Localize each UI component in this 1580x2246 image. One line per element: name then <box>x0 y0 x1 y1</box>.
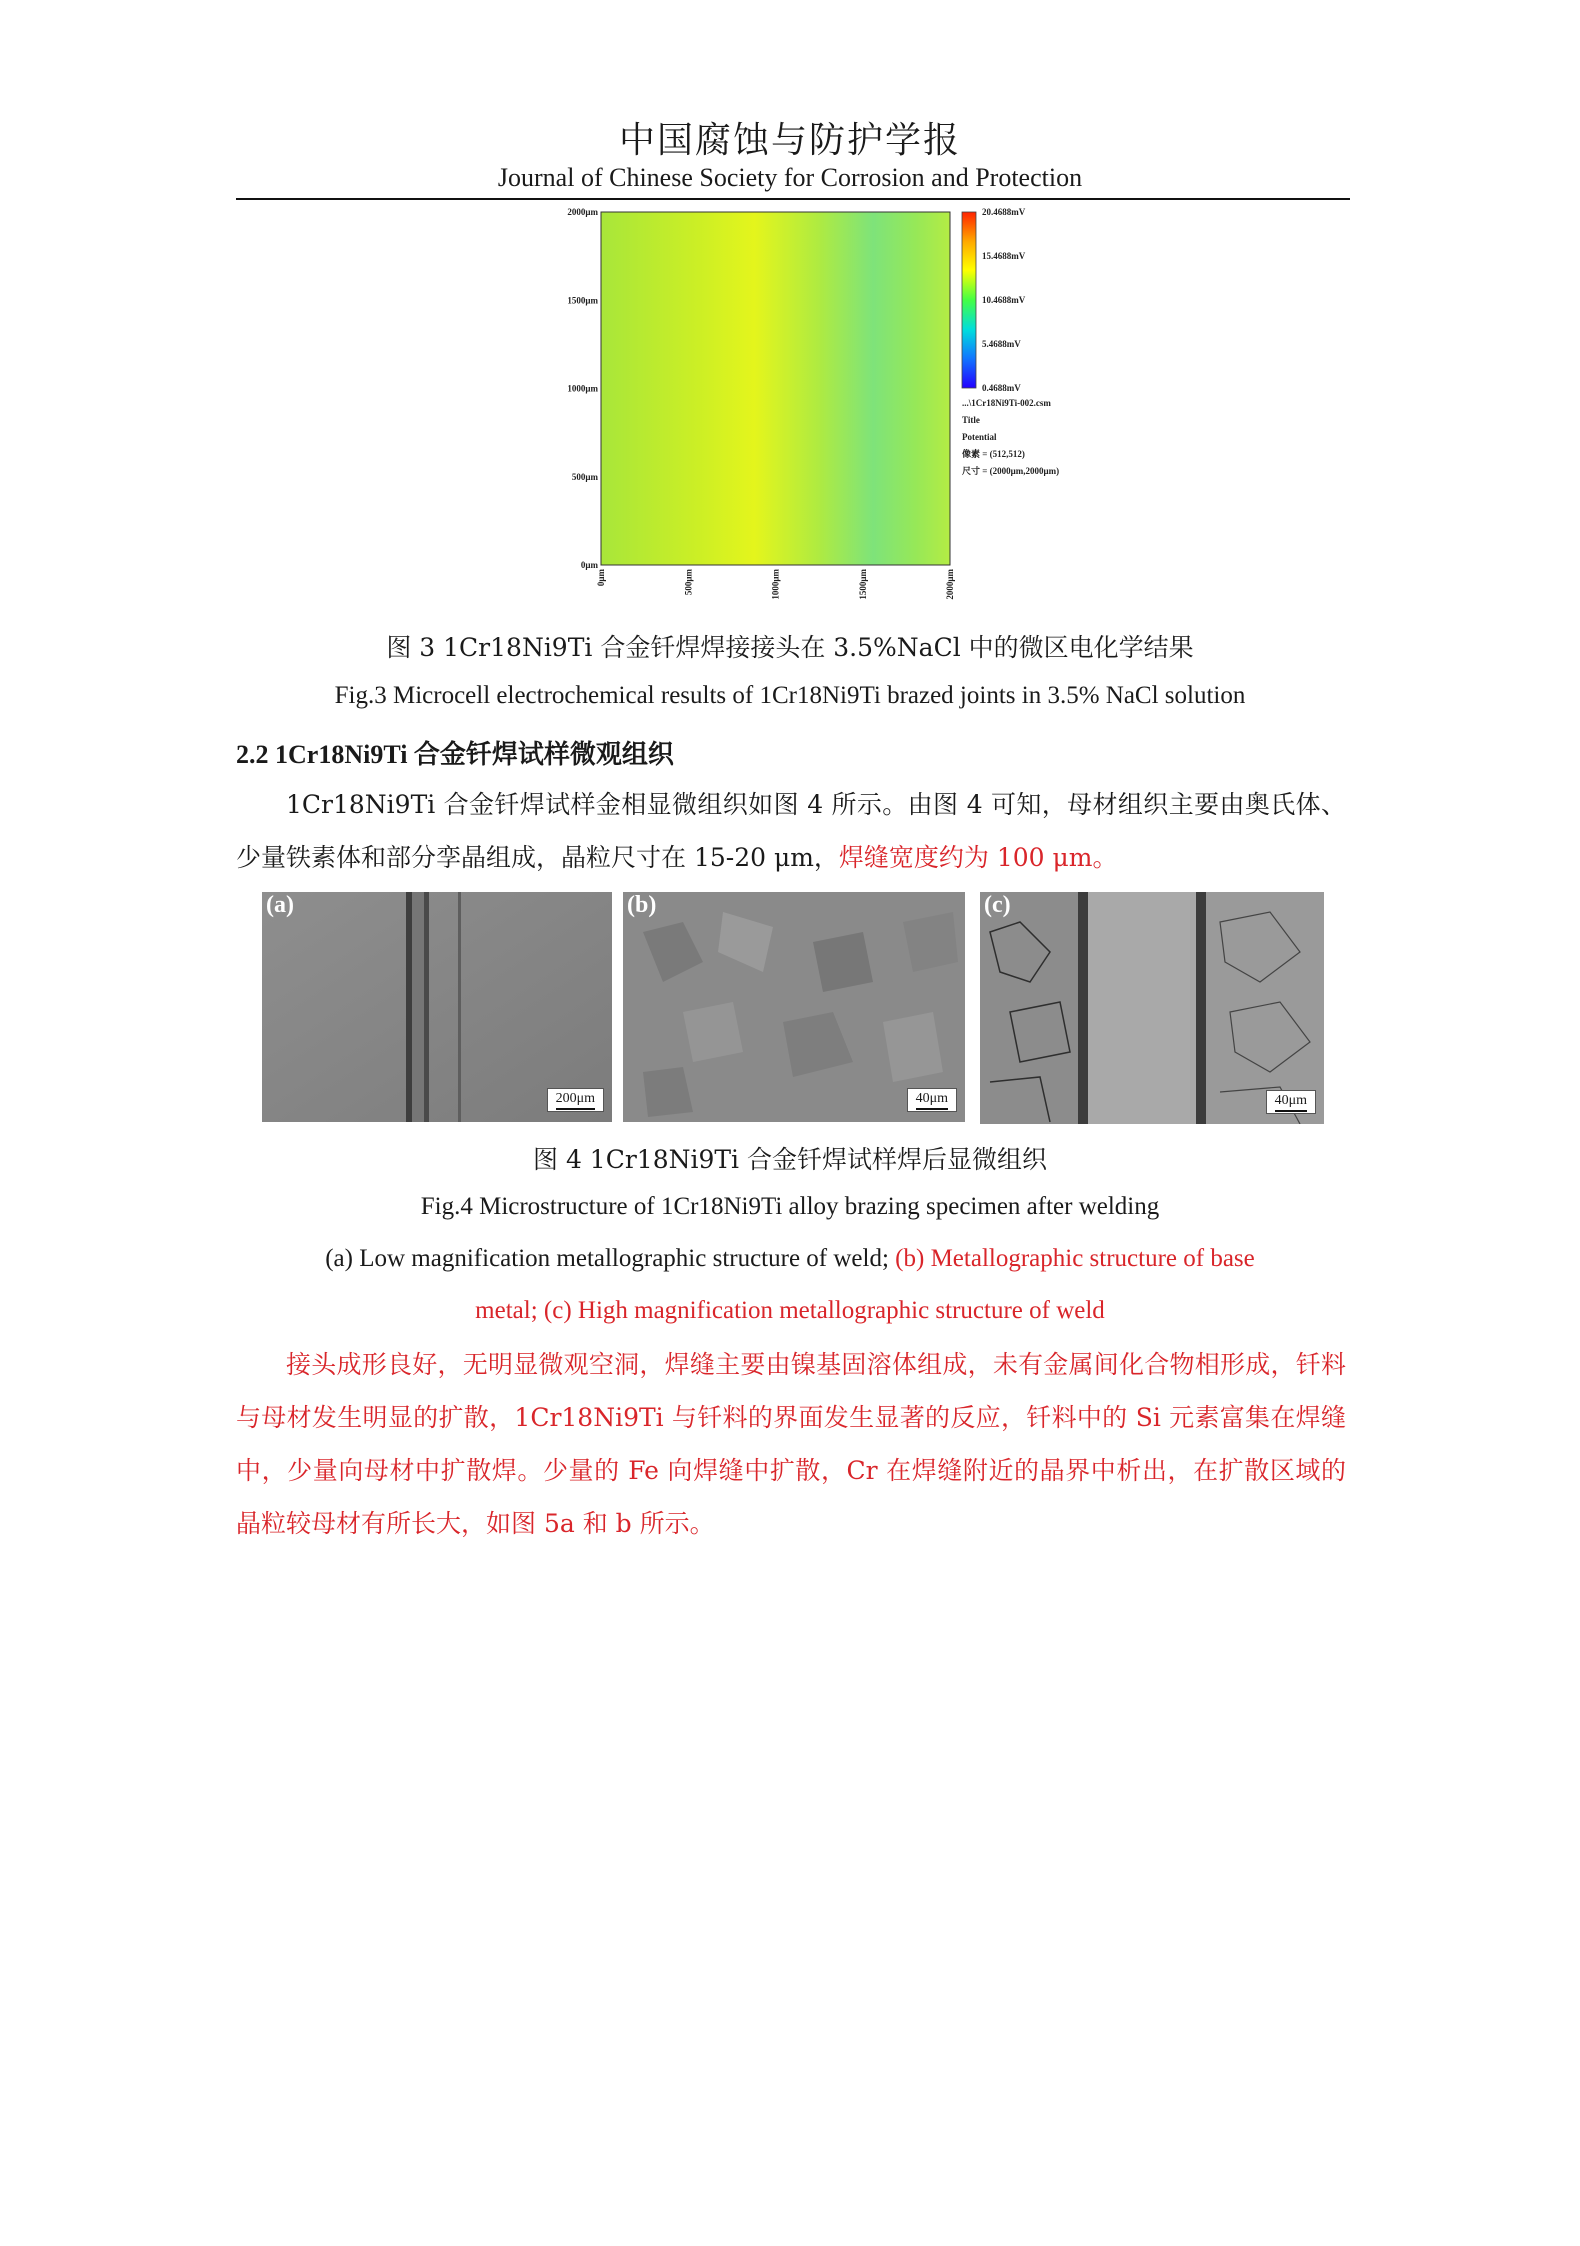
panel-label-c: (c) <box>984 892 1011 918</box>
figure4-caption-cn: 图 4 1Cr18Ni9Ti 合金钎焊试样焊后显微组织 <box>533 1145 1047 1174</box>
colorbar-label: 20.4688mV <box>982 207 1026 217</box>
scale-bar-a <box>547 1088 604 1112</box>
x-tick-label: 1000μm <box>770 569 781 600</box>
figure3-caption-en: Fig.3 Microcell electrochemical results of 1Cr18Ni9Ti brazed joints in 3.5% NaCl solution <box>334 682 1246 709</box>
panel-label-b: (b) <box>627 892 657 918</box>
x-tick-label: 2000μm <box>945 569 955 600</box>
colorbar-label: 0.4688mV <box>982 383 1021 393</box>
colorbar <box>962 212 976 388</box>
figure3-heatmap <box>540 206 1100 606</box>
header-rule <box>236 198 1350 200</box>
subcaption-b-start: (b) Metallographic structure of base <box>895 1245 1255 1272</box>
scale-bar-c-text: 40μm <box>1274 1093 1307 1108</box>
scale-bar-a-text: 200μm <box>555 1091 595 1106</box>
y-tick-label: 1000μm <box>567 383 598 394</box>
y-tick-label: 500μm <box>571 471 598 482</box>
paragraph-1-text: 1Cr18Ni9Ti 合金钎焊试样金相显微组织如图 4 所示。由图 4 可知，母材组织主要由奥氏体、少量铁素体和部分孪晶组成，晶粒尺寸在 15-20 μm， <box>236 790 1346 872</box>
x-tick-label: 0μm <box>596 569 606 587</box>
micrograph-a <box>262 892 612 1122</box>
scale-bar-c <box>1266 1090 1316 1114</box>
scale-bar-b <box>907 1088 957 1112</box>
figure4-subcaption-line1 <box>0 1245 1580 1273</box>
colorbar-info-line: 像素 = (512,512) <box>962 449 1025 459</box>
colorbar-info-line: Potential <box>962 432 997 442</box>
colorbar-label: 10.4688mV <box>982 295 1026 305</box>
x-tick-label: 1500μm <box>857 569 868 600</box>
micrograph-b <box>623 892 965 1122</box>
panel-label-a: (a) <box>266 892 294 918</box>
figure3-caption-cn: 图 3 1Cr18Ni9Ti 合金钎焊焊接接头在 3.5%NaCl 中的微区电化学结果 <box>386 633 1194 662</box>
colorbar-label: 5.4688mV <box>982 339 1021 349</box>
y-tick-label: 0μm <box>580 560 598 570</box>
scale-bar-b-text: 40μm <box>915 1091 948 1106</box>
colorbar-label: 15.4688mV <box>982 251 1026 261</box>
journal-title-en: Journal of Chinese Society for Corrosion and Protection <box>497 163 1083 192</box>
x-tick-label: 500μm <box>683 569 694 596</box>
section-title: 2.2 1Cr18Ni9Ti 合金钎焊试样微观组织 <box>236 740 674 769</box>
colorbar-info-line: Title <box>962 415 980 425</box>
paragraph-2: 接头成形良好，无明显微观空洞，焊缝主要由镍基固溶体组成，未有金属间化合物相形成，钎料与母材发生明显的扩散，1Cr18Ni9Ti 与钎料的界面发生显著的反应，钎料中的 Si 元素富集在焊缝中，少量向母材中扩散焊。少量的 Fe 向焊缝中扩散，Cr 在焊缝附近的晶界中析出，在扩散区域的晶粒较母材有所长大，如图 5a 和 b 所示。 <box>236 1350 1346 1538</box>
paragraph-1-highlight: 焊缝宽度约为 100 μm。 <box>838 843 1118 872</box>
heatmap-field <box>601 212 950 565</box>
y-tick-label: 1500μm <box>567 295 598 306</box>
colorbar-info-line: 尺寸 = (2000μm,2000μm) <box>962 466 1060 476</box>
journal-title-cn: 中国腐蚀与防护学报 <box>618 120 961 161</box>
subcaption-a: (a) Low magnification metallographic structure of weld; <box>325 1245 896 1272</box>
paragraph-1 <box>236 778 1346 884</box>
figure4-subcaption-line2: metal; (c) High magnification metallographic structure of weld <box>475 1297 1105 1324</box>
colorbar-info-line: ...\1Cr18Ni9Ti-002.csm <box>962 398 1051 408</box>
micrograph-c <box>980 892 1324 1124</box>
figure4-caption-en: Fig.4 Microstructure of 1Cr18Ni9Ti alloy brazing specimen after welding <box>420 1193 1160 1220</box>
y-tick-label: 2000μm <box>567 207 598 217</box>
